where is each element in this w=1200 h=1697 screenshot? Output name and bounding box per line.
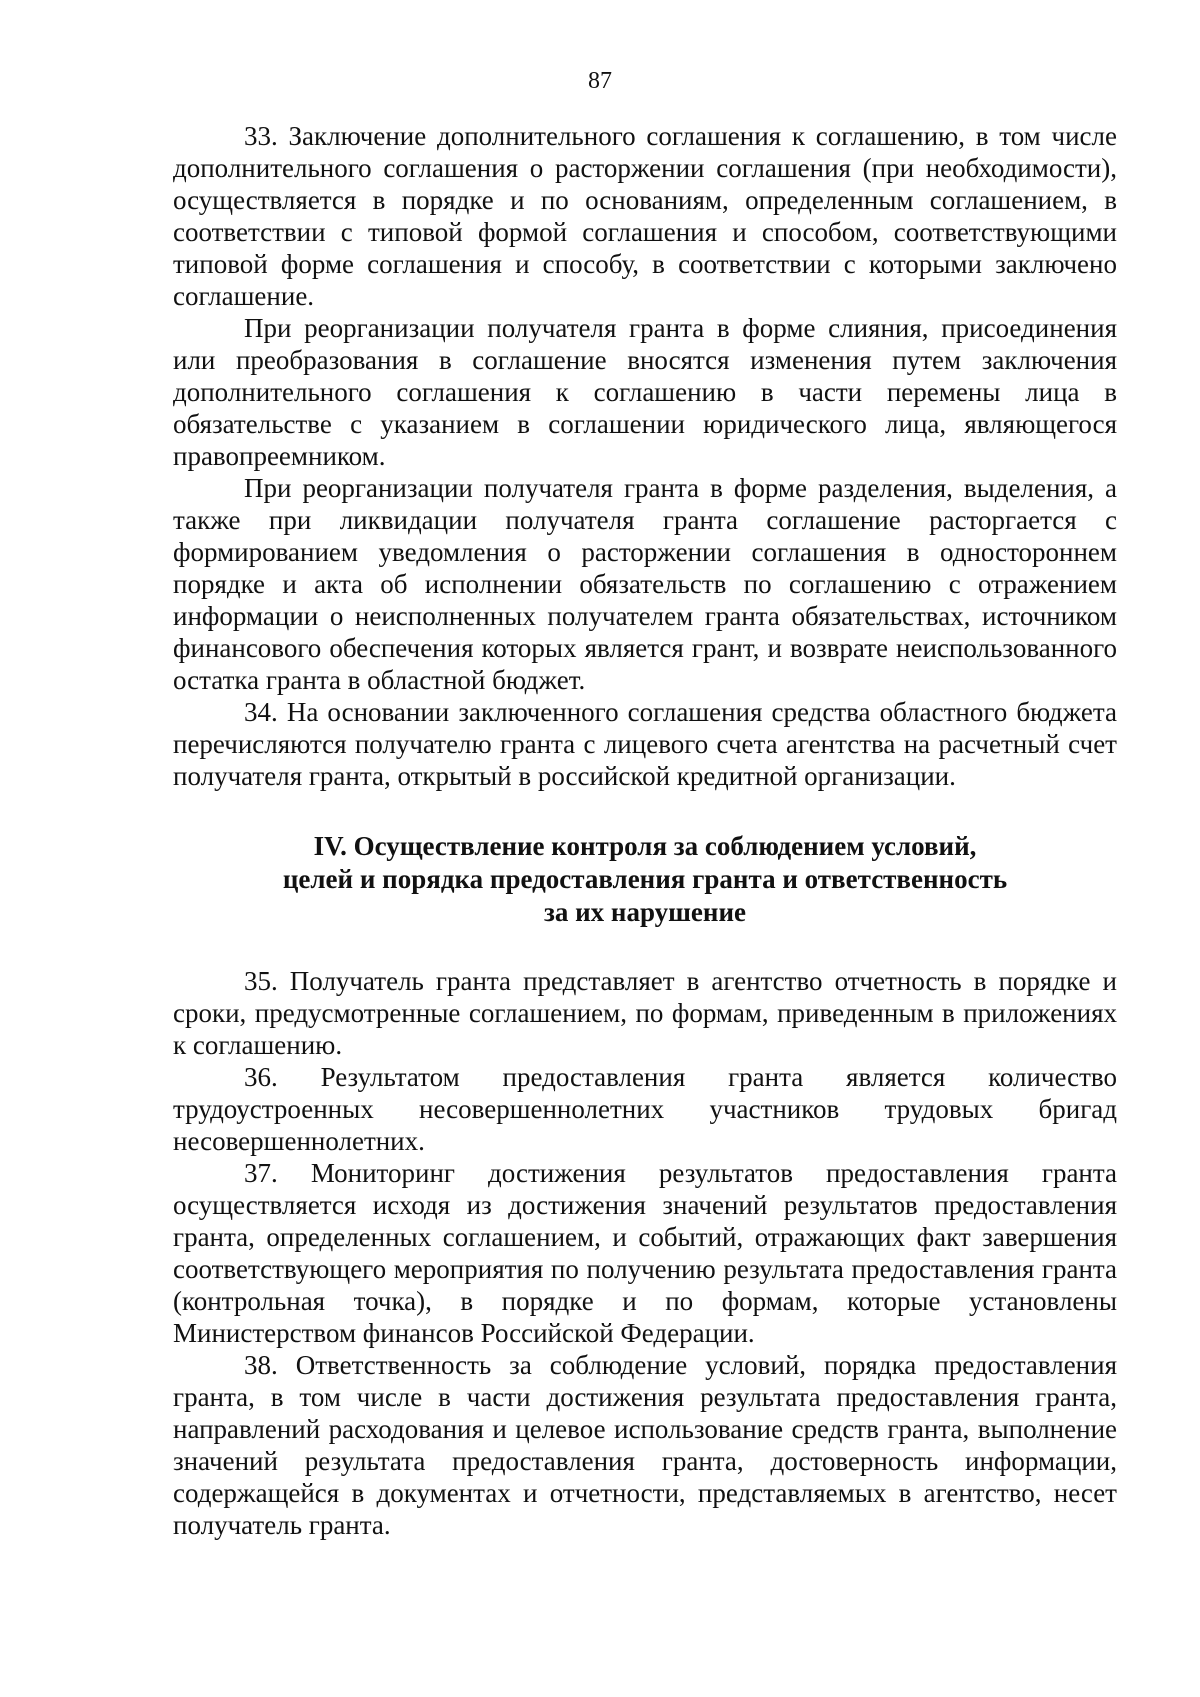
page-number: 87: [588, 68, 612, 94]
section-heading: [173, 830, 1117, 929]
document-body: [173, 120, 1117, 1541]
section-heading-line-1: IV. Осуществление контроля за соблюдением условий,: [313, 831, 977, 861]
paragraph-37: 37. Мониторинг достижения результатов предоставления гранта осуществляется исходя из достижения значений результатов предоставления гранта, определенных соглашением, и событий, отражающих факт завершения соответствующего мероприятия по получению результата предоставления гранта (контрольная точка), в порядке и по формам, которые установлены Министерством финансов Российской Федерации.: [173, 1158, 1117, 1348]
paragraph-reorganization-merger: При реорганизации получателя гранта в форме слияния, присоединения или преобразования в соглашение вносятся изменения путем заключения дополнительного соглашения к соглашению в части перемены лица в обязательстве с указанием в соглашении юридического лица, являющегося правопреемником.: [173, 313, 1117, 471]
section-heading-line-3: за их нарушение: [544, 897, 746, 927]
paragraph-35: 35. Получатель гранта представляет в агентство отчетность в порядке и сроки, предусмотренные соглашением, по формам, приведенным в приложениях к соглашению.: [173, 966, 1117, 1060]
paragraph-36: 36. Результатом предоставления гранта является количество трудоустроенных несовершеннолетних участников трудовых бригад несовершеннолетних.: [173, 1062, 1117, 1156]
paragraph-38: 38. Ответственность за соблюдение условий, порядка предоставления гранта, в том числе в части достижения результата предоставления гранта, направлений расходования и целевое использование средств гранта, выполнение значений результата предоставления гранта, достоверность информации, содержащейся в документах и отчетности, представляемых в агентство, несет получатель гранта.: [173, 1350, 1117, 1540]
paragraph-33: 33. Заключение дополнительного соглашения к соглашению, в том числе дополнительного соглашения о расторжении соглашения (при необходимости), осуществляется в порядке и по основаниям, определенным соглашением, в соответствии с типовой формой соглашения и способом, соответствующими типовой форме соглашения и способу, в соответствии с которыми заключено соглашение.: [173, 121, 1117, 311]
paragraph-34: 34. На основании заключенного соглашения средства областного бюджета перечисляются получателю гранта с лицевого счета агентства на расчетный счет получателя гранта, открытый в российской кредитной организации.: [173, 697, 1117, 791]
paragraph-reorganization-division: При реорганизации получателя гранта в форме разделения, выделения, а также при ликвидации получателя гранта соглашение расторгается с формированием уведомления о расторжении соглашения в одностороннем порядке и акта об исполнении обязательств по соглашению с отражением информации о неисполненных получателем гранта обязательствах, источником финансового обеспечения которых является грант, и возврате неиспользованного остатка гранта в областной бюджет.: [173, 473, 1117, 695]
section-heading-line-2: целей и порядка предоставления гранта и ответственность: [282, 864, 1008, 894]
